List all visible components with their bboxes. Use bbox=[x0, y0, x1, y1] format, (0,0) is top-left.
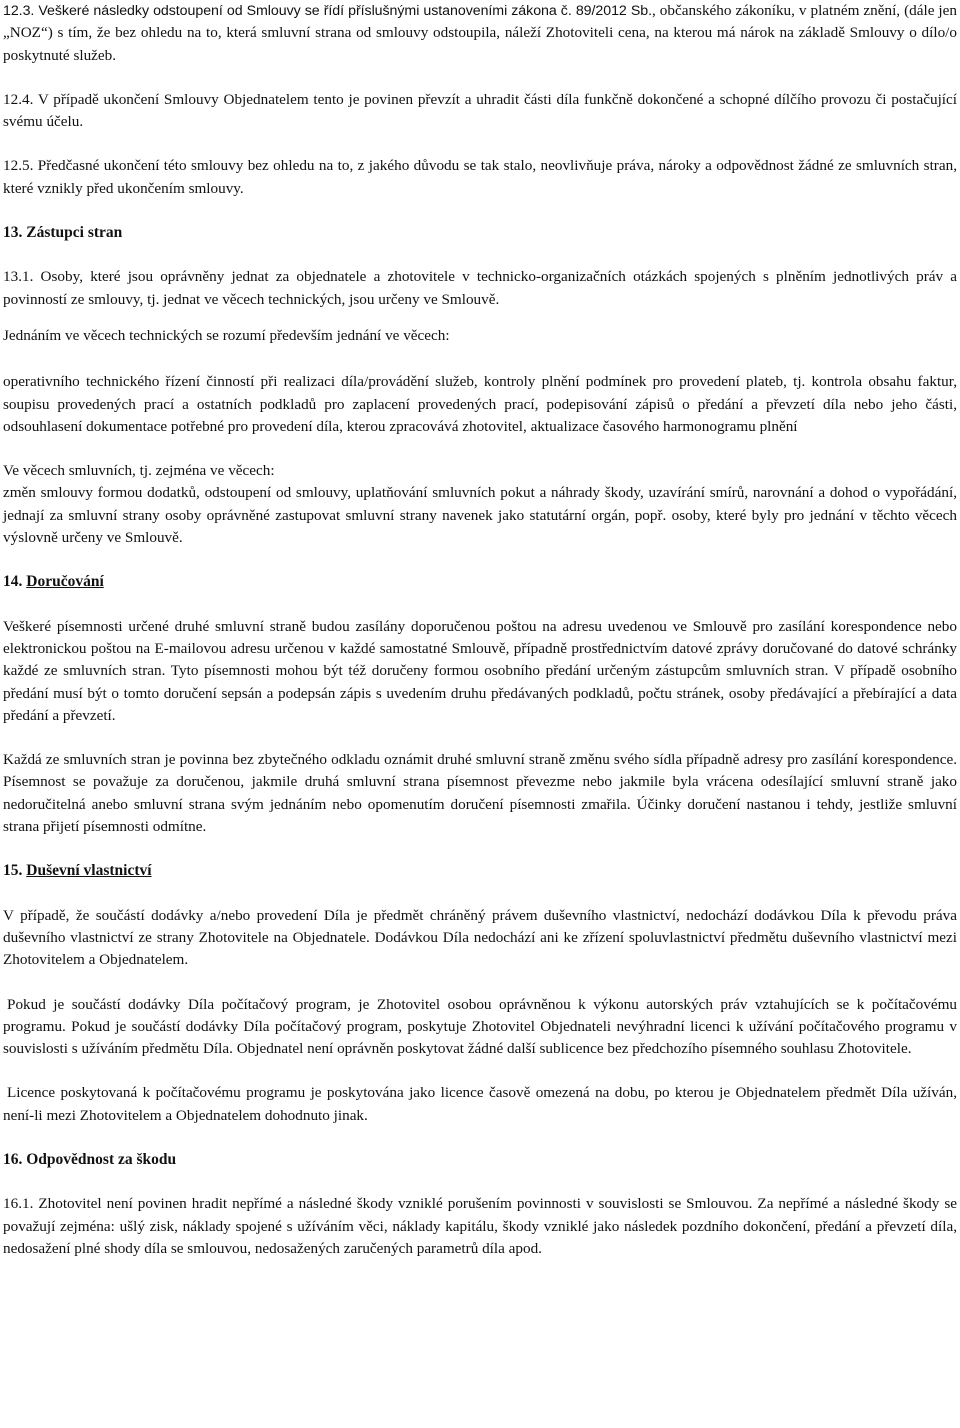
paragraph-13-technical-list: operativního technického řízení činností při realizaci díla/provádění služeb, kontroly plnění podmínek pro provedení plateb, tj. kontrola obsahu faktur, soupisu provedených prací a ostatních podkladů pro zaplacení provedených prací, podepisování zápisů o předání a převzetí díla nebo jeho části, odsouhlasení dokumentace potřebné pro provedení díla, kterou zpracovává zhotovitel, aktualizace časového harmonogramu plnění bbox=[3, 373, 957, 435]
paragraph-13-contract-list: změn smlouvy formou dodatků, odstoupení od smlouvy, uplatňování smluvních pokut a náhrady škody, uzavírání smírů, narovnání a dohod o vypořádání, jednají za smluvní strany osoby oprávněné zastupovat smluvní strany navenek jako statutární orgán, popř. osoby, které byly pro jednání v těchto věcech výslovně určeny ve Smlouvě. bbox=[3, 484, 957, 547]
paragraph-14-b: Každá ze smluvních stran je povinna bez zbytečného odkladu oznámit druhé smluvní straně změnu svého sídla případně adresy pro zasílání korespondence. Písemnost se považuje za doručenou, jakmile druhá smluvní strana písemnost převezme nebo jakmile byla vrácena odesílající smluvní straně jako nedoručitelná anebo smluvní strana svým jednáním nebo opomenutím doručení písemnosti zmařila. Účinky doručení nastanou i tehdy, jestliže smluvní strana přijetí písemnosti odmítne. bbox=[3, 751, 957, 836]
paragraph-14-a: Veškeré písemnosti určené druhé smluvní straně budou zasílány doporučenou poštou na adresu uvedenou ve Smlouvě pro zasílání korespondence nebo elektronickou poštou na E-mailovou adresu určenou v každé samostatné Smlouvě, případně prostřednictvím datové zprávy doručované do datové schránky každé ze smluvních stran. Tyto písemnosti mohou být též doručeny formou osobního předání určeným zástupcům smluvních stran. V případě osobního předání musí být o tomto doručení sepsán a podepsán zápis s uvedením druhu předávaných podkladů, počtu stránek, osoby předávající a přebírající a data předání a převzetí. bbox=[3, 617, 957, 724]
paragraph-12-3-body: , občanského zákoníku, v platném znění, (dále jen „NOZ“) s tím, že bez ohledu na to, která smluvní strana od smlouvy odstoupila, náleží Zhotoviteli cena, na kterou má nárok na základě Smlouvy o dílo/o poskytnuté služeb. bbox=[3, 2, 957, 64]
paragraph-12-4: 12.4. V případě ukončení Smlouvy Objednatelem tento je povinen převzít a uhradit části díla funkčně dokončené a schopné dílčího provozu či postačující svému účelu. bbox=[3, 90, 957, 131]
section-13-heading: 13. Zástupci stran bbox=[3, 224, 123, 242]
paragraph-13-1: 13.1. Osoby, které jsou oprávněny jednat za objednatele a zhotovitele v technicko-organizačních otázkách spojených s plněním jednotlivých práv a povinností ze smlouvy, tj. jednat ve věcech technických, jsou určeny ve Smlouvě. bbox=[3, 268, 957, 308]
paragraph-15-a: V případě, že součástí dodávky a/nebo provedení Díla je předmět chráněný právem duševního vlastnictví, nedochází dodávkou Díla k převodu práva duševního vlastnictví ze strany Zhotovitele na Objednatele. Dodávkou Díla nedochází ani ke zřízení spoluvlastnictví předmětu duševního vlastnictví mezi Zhotovitelem a Objednatelem. bbox=[3, 906, 957, 969]
section-14-heading bbox=[3, 571, 957, 593]
paragraph-12-3-lead: 12.3. Veškeré následky odstoupení od Smlouvy se řídí příslušnými ustanoveními zákona č. 89/2012 Sb. bbox=[3, 3, 652, 19]
paragraph-13-contract-intro: Ve věcech smluvních, tj. zejména ve věcech: bbox=[3, 462, 275, 480]
section-16-heading bbox=[3, 1149, 957, 1171]
paragraph-15-c: Licence poskytovaná k počítačovému programu je poskytována jako licence časově omezená na dobu, po kterou je Objednatelem předmět Díla užíván, není-li mezi Zhotovitelem a Objednatelem dohodnuto jinak. bbox=[3, 1084, 957, 1124]
paragraph-16-1: 16.1. Zhotovitel není povinen hradit nepřímé a následné škody vzniklé porušením povinnosti v souvislosti se Smlouvou. Za nepřímé a následné škody se považují zejména: ušlý zisk, náklady spojené s užíváním věci, náklady kapitálu, škody vzniklé jako následek pozdního dokončení, předání a převzetí díla, nedosažení plné shody díla se smlouvou, nedosažených zaručených parametrů díla apod. bbox=[3, 1195, 957, 1257]
section-15-number: 15. bbox=[3, 862, 27, 880]
section-15-title: Duševní vlastnictví bbox=[26, 862, 152, 880]
section-14-title: Doručování bbox=[26, 573, 104, 591]
paragraph-13-technical-intro: Jednáním ve věcech technických se rozumí především jednání ve věcech: bbox=[3, 326, 450, 344]
paragraph-15-b: Pokud je součástí dodávky Díla počítačový program, je Zhotovitel osobou oprávněnou k výkonu autorských práv vztahujících se k počítačovému programu. Pokud je součástí dodávky Díla počítačový program, poskytuje Zhotovitel Objednateli nevýhradní licenci k užívání počítačového programu v souvislosti s užíváním předmětu Díla. Objednatel není oprávněn poskytovat žádné další sublicence bez předchozího písemného souhlasu Zhotovitele. bbox=[3, 995, 957, 1058]
section-16-title: Odpovědnost za škodu bbox=[26, 1150, 177, 1168]
paragraph-12-3 bbox=[3, 0, 957, 67]
section-16-number: 16. bbox=[3, 1150, 27, 1168]
paragraph-12-5: 12.5. Předčasné ukončení této smlouvy bez ohledu na to, z jakého důvodu se tak stalo, neovlivňuje práva, nároky a odpovědnost žádné ze smluvních stran, které vznikly před ukončením smlouvy. bbox=[3, 157, 957, 197]
section-14-number: 14. bbox=[3, 573, 27, 591]
section-15-heading bbox=[3, 860, 957, 882]
